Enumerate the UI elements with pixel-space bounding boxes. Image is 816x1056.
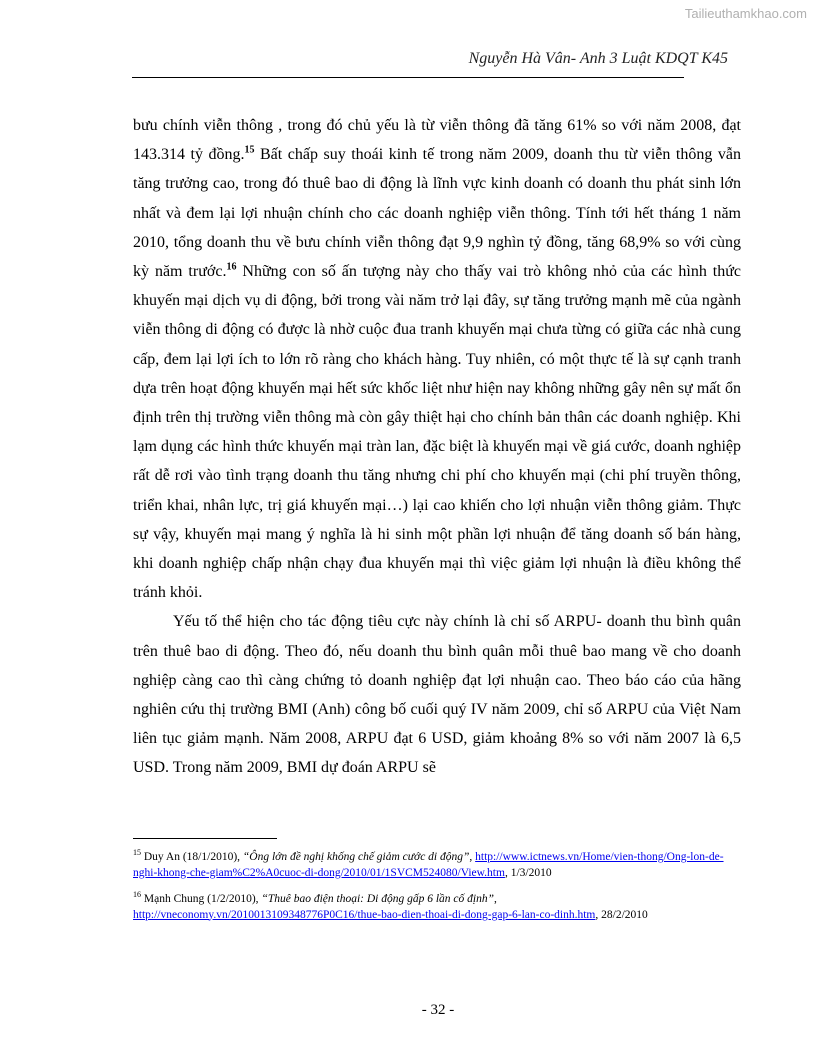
paragraph-2: Yếu tố thể hiện cho tác động tiêu cực này chính là chỉ số ARPU- doanh thu bình quân trên thuê bao di động. Theo đó, nếu doanh thu bình quân mỗi thuê bao mang về cho doanh nghiệp càng cao thì càng chứng tỏ doanh nghiệp đạt lợi nhuận cao. Theo báo cáo của hãng nghiên cứu thị trường BMI (Anh) công bố cuối quý IV năm 2009, chỉ số ARPU của Việt Nam liên tục giảm mạnh. Năm 2008, ARPU đạt 6 USD, giảm khoảng 8% so với năm 2007 là 6,5 USD. Trong năm 2009, BMI dự đoán ARPU sẽ <box>133 613 741 777</box>
footnote-author: Mạnh Chung (1/2/2010), <box>141 893 262 905</box>
footnote-ref-16[interactable]: 16 <box>226 261 237 273</box>
footnote-date: , 1/3/2010 <box>504 866 552 879</box>
page-number: - 32 - <box>421 1002 455 1018</box>
footnote-link[interactable]: http://vneconomy.vn/2010013109348776P0C16/thue-bao-dien-thoai-di-dong-gap-6-lan-co-dinh.htm <box>133 908 596 921</box>
page-header: Nguyễn Hà Vân- Anh 3 Luật KDQT K45 <box>468 50 728 67</box>
paragraph-1-part-1: bưu chính viễn thông , trong đó chủ yếu là từ viễn thông đã tăng 61% so với năm 2008, đạt 143.314 tỷ đồng. <box>133 117 741 164</box>
footnote-15 <box>133 850 741 881</box>
paragraph-1-part-3: Những con số ấn tượng này cho thấy vai trò không nhỏ của các hình thức khuyến mại dịch vụ di động, bởi trong vài năm trở lại đây, sự tăng trưởng mạnh mẽ của ngành viễn thông di động có được là nhờ cuộc đua tranh khuyến mại chưa từng có giữa các nhà cung cấp, đem lại lợi ích to lớn rõ ràng cho khách hàng. Tuy nhiên, có một thực tế là sự cạnh tranh dựa trên hoạt động khuyến mại hết sức khốc liệt như hiện nay không những gây nên sự mất ổn định trên thị trường viễn thông mà còn gây thiệt hại cho chính bản thân các doanh nghiệp. Khi lạm dụng các hình thức khuyến mại tràn lan, đặc biệt là khuyến mại về giá cước, doanh nghiệp rất dễ rơi vào tình trạng doanh thu tăng nhưng chi phí cho khuyến mại (chi phí truyền thông, triển khai, nhân lực, trị giá khuyến mại…) lại cao khiến cho lợi nhuận viễn thông giảm. Thực sự vậy, khuyến mại mang ý nghĩa là hi sinh một phần lợi nhuận để tăng doanh số bán hàng, khi doanh nghiệp chấp nhận chạy đua khuyến mại thì việc giảm lợi nhuận là điều không thể tránh khỏi. <box>133 263 741 602</box>
footnote-author: Duy An (18/1/2010), <box>141 851 243 863</box>
footnote-separator <box>133 838 277 839</box>
footnote-number: 16 <box>133 890 141 900</box>
footnote-16 <box>133 892 741 923</box>
footnote-number: 15 <box>133 848 141 858</box>
footnote-separator-text: , <box>469 851 476 863</box>
footnote-link[interactable]: http://www.ictnews.vn/Home/vien-thong/Ong-lon-de-nghi-khong-che-giam%C2%A0cuoc-di-dong/2010/01/1SVCM524080/View.htm <box>133 851 724 879</box>
footnote-date: , 28/2/2010 <box>595 908 648 921</box>
body-text <box>133 111 741 783</box>
footnote-separator-text: , <box>494 893 497 905</box>
paragraph-1-part-2: Bất chấp suy thoái kinh tế trong năm 2009, doanh thu từ viễn thông vẫn tăng trưởng cao, trong đó thuê bao di động là lĩnh vực kinh doanh có doanh thu phát sinh lớn nhất và đem lại lợi nhuận chính cho các doanh nghiệp viễn thông. Tính tới hết tháng 1 năm 2010, tổng doanh thu về bưu chính viễn thông đạt 9,9 nghìn tỷ đồng, tăng 68,9% so với cùng kỳ năm trước. <box>133 146 741 281</box>
footnote-title: “Thuê bao điện thoại: Di động gấp 6 lần cố định” <box>261 893 494 905</box>
footnote-title: “Ông lớn đề nghị khống chế giảm cước di động” <box>242 851 470 863</box>
footnote-ref-15[interactable]: 15 <box>244 144 255 156</box>
paragraph-1 <box>133 111 741 607</box>
header-rule <box>132 77 684 78</box>
footnotes <box>133 850 741 934</box>
watermark: Tailieuthamkhao.com <box>684 6 807 21</box>
